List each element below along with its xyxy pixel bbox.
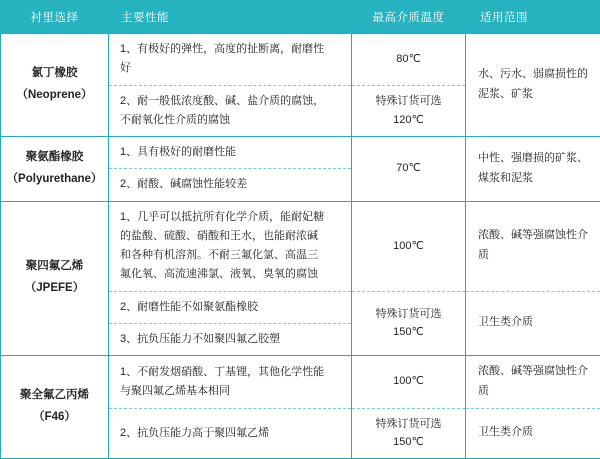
max-temp-line: 特殊订货可选 [361,92,456,111]
performance-line: 2、耐一般低浓度酸、碱、盐介质的腐蚀， [120,92,343,111]
cell-scope [466,137,600,202]
table-row [1,201,600,291]
cell-lining-name [1,356,109,459]
cell-max-temp [352,85,466,137]
performance-line: 2、耐磨性能不如聚氨酯橡胶 [120,298,343,317]
scope-line: 水、污水、弱腐损性的 [478,65,591,85]
performance-line: 与聚四氟乙烯基本相同 [120,382,343,401]
max-temp-line: 80℃ [361,50,456,69]
scope-line: 质 [478,246,591,266]
scope-line: 质 [478,382,591,402]
performance-line: 1、不耐发烟硝酸、丁基锂，其他化学性能 [120,363,343,382]
performance-line: 和各种有机溶剂。不耐三氟化氯、高温三 [120,246,343,265]
cell-scope [466,356,600,409]
cell-scope [466,291,600,356]
performance-line: 好 [120,59,343,78]
cell-performance [109,291,352,323]
cell-performance [109,408,352,458]
table-header [1,1,600,34]
lining-name-line: 聚四氟乙烯 [3,256,106,278]
cell-performance [109,169,352,201]
performance-line: 3、抗负压能力不如聚四氟乙胶塑 [120,330,343,349]
cell-max-temp [352,137,466,202]
performance-line: 2、耐酸、碱腐蚀性能较差 [120,175,343,194]
cell-performance [109,356,352,409]
lining-name-line: （F46） [3,407,106,429]
cell-performance [109,201,352,291]
cell-performance [109,323,352,355]
scope-line: 浓酸、碱等强腐蚀性介 [478,226,591,246]
scope-line: 浓酸、碱等强腐蚀性介 [478,362,591,382]
max-temp-line: 120℃ [361,111,456,130]
cell-max-temp [352,408,466,458]
max-temp-line: 特殊订货可选 [361,305,456,324]
lining-name-line: （JPEFE） [3,278,106,300]
table-row [1,137,600,169]
cell-max-temp [352,356,466,409]
column-header-performance: 主要性能 [109,1,352,34]
scope-line: 煤浆和泥浆 [478,169,591,189]
cell-max-temp [352,34,466,86]
performance-line: 2、抗负压能力高于聚四氟乙烯 [120,424,343,443]
table-header-row [1,1,600,34]
cell-performance [109,137,352,169]
max-temp-line: 70℃ [361,159,456,178]
cell-lining-name [1,201,109,356]
performance-line: 1、几乎可以抵抗所有化学介质，能耐妃糖 [120,208,343,227]
performance-line: 的盐酸、硫酸、硝酸和王水，也能耐浓碱 [120,227,343,246]
lining-name-line: 聚氨酯橡胶 [3,147,106,169]
scope-line: 卫生类介质 [478,423,591,443]
table-row [1,356,600,409]
cell-performance [109,34,352,86]
max-temp-line: 特殊订货可选 [361,415,456,434]
scope-line: 卫生类介质 [478,313,591,333]
performance-line: 氟化氧、高流速沸氯、液氧、臭氧的腐蚀 [120,265,343,284]
column-header-scope: 适用范围 [466,1,600,34]
cell-max-temp [352,201,466,291]
column-header-lining: 衬里选择 [1,1,109,34]
performance-line: 1、具有极好的耐磨性能 [120,143,343,162]
lining-name-line: 氯丁橡胶 [3,63,106,85]
cell-scope [466,408,600,458]
max-temp-line: 150℃ [361,323,456,342]
max-temp-line: 100℃ [361,237,456,256]
table-body [1,34,600,459]
cell-scope [466,201,600,291]
lining-name-line: （Neoprene） [3,85,106,107]
max-temp-line: 150℃ [361,433,456,452]
lining-name-line: 聚全氟乙丙烯 [3,385,106,407]
scope-line: 中性、强磨损的矿浆、 [478,149,591,169]
max-temp-line: 100℃ [361,372,456,391]
cell-scope [466,34,600,137]
cell-performance [109,85,352,137]
lining-name-line: （Polyurethane） [3,169,106,191]
column-header-max-temp: 最高介质温度 [352,1,466,34]
scope-line: 泥浆、矿浆 [478,85,591,105]
performance-line: 1、有极好的弹性，高度的扯断离，耐磨性 [120,40,343,59]
cell-lining-name [1,137,109,202]
performance-line: 不耐氧化性介质的腐蚀 [120,111,343,130]
cell-max-temp [352,291,466,356]
cell-lining-name [1,34,109,137]
table-row [1,34,600,86]
